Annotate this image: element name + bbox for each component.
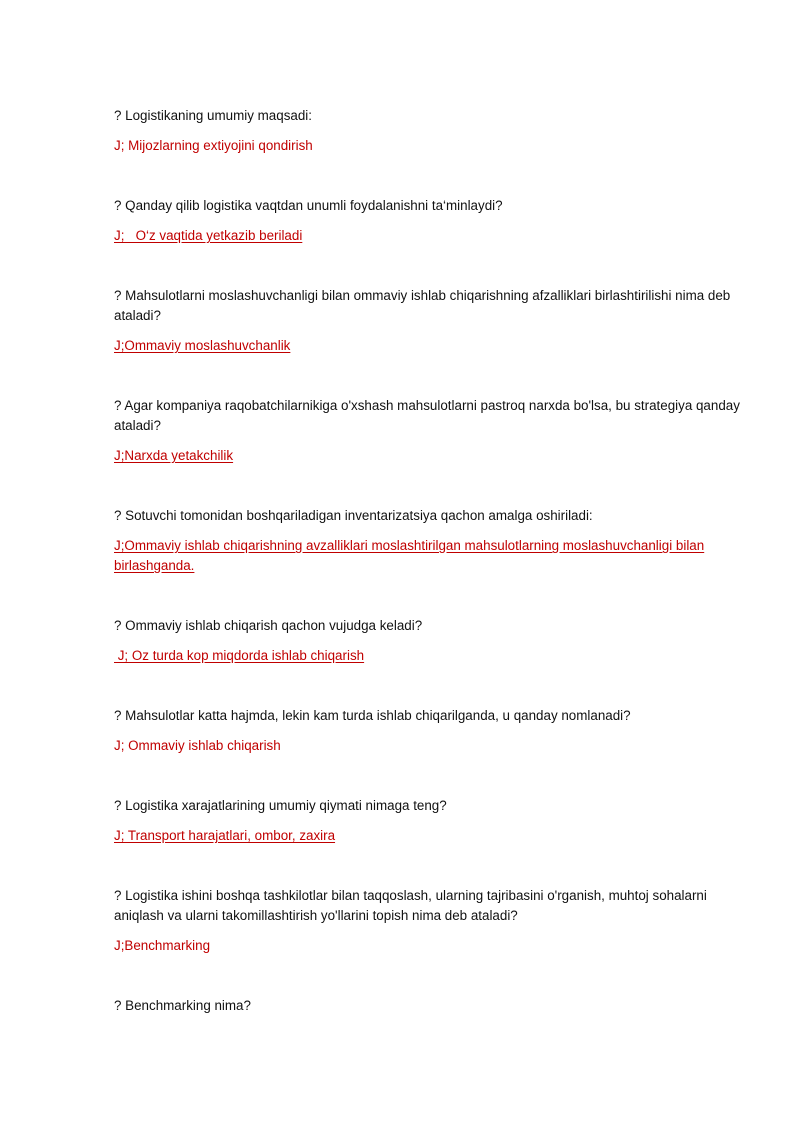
qa-item-6 — [114, 616, 754, 666]
qa-item-7 — [114, 706, 754, 756]
question-text: ? Logistika xarajatlarining umumiy qiymati nimaga teng? — [114, 798, 447, 813]
qa-item-4 — [114, 396, 754, 466]
qa-item-2 — [114, 196, 754, 246]
qa-item-9 — [114, 886, 754, 956]
answer-text: J;Ommaviy moslashuvchanlik — [114, 338, 291, 353]
question-text: ? Logistikaning umumiy maqsadi: — [114, 108, 312, 123]
qa-item-1 — [114, 106, 754, 156]
answer-text: J;Benchmarking — [114, 938, 211, 953]
qa-item-8 — [114, 796, 754, 846]
answer-text: J;Narxda yetakchilik — [114, 448, 234, 463]
question-text: ? Mahsulotlar katta hajmda, lekin kam turda ishlab chiqarilganda, u qanday nomlanadi? — [114, 708, 631, 723]
answer-text: J; Mijozlarning extiyojini qondirish — [114, 138, 313, 153]
qa-item-3 — [114, 286, 754, 356]
answer-text: J; Oz turda kop miqdorda ishlab chiqarish — [114, 648, 365, 663]
answer-text: J;Ommaviy ishlab chiqarishning avzalliklari moslashtirilgan mahsulotlarning moslashuvchanligi bilan birlashganda. — [114, 538, 705, 573]
question-text: ? Sotuvchi tomonidan boshqariladigan inventarizatsiya qachon amalga oshiriladi: — [114, 508, 593, 523]
qa-item-5 — [114, 506, 754, 576]
answer-text: J; Ommaviy ishlab chiqarish — [114, 738, 281, 753]
question-text: ? Ommaviy ishlab chiqarish qachon vujudga keladi? — [114, 618, 423, 633]
question-text: ? Agar kompaniya raqobatchilarnikiga o'xshash mahsulotlarni pastroq narxda bo'lsa, bu strategiya qanday ataladi? — [114, 398, 740, 433]
question-text: ? Qanday qilib logistika vaqtdan unumli foydalanishni ta‘minlaydi? — [114, 198, 503, 213]
document-body — [114, 106, 754, 1016]
answer-text: J; Transport harajatlari, ombor, zaxira — [114, 828, 336, 843]
question-text: ? Benchmarking nima? — [114, 998, 251, 1013]
question-text: ? Logistika ishini boshqa tashkilotlar bilan taqqoslash, ularning tajribasini o'rganish, muhtoj sohalarni aniqlash va ularni takomillashtirish yo'llarini topish nima deb ataladi? — [114, 888, 707, 923]
question-text: ? Mahsulotlarni moslashuvchanligi bilan ommaviy ishlab chiqarishning afzalliklari birlashtirilishi nima deb ataladi? — [114, 288, 731, 323]
answer-text: J; O‘z vaqtida yetkazib beriladi — [114, 228, 303, 243]
qa-item-10 — [114, 996, 754, 1016]
